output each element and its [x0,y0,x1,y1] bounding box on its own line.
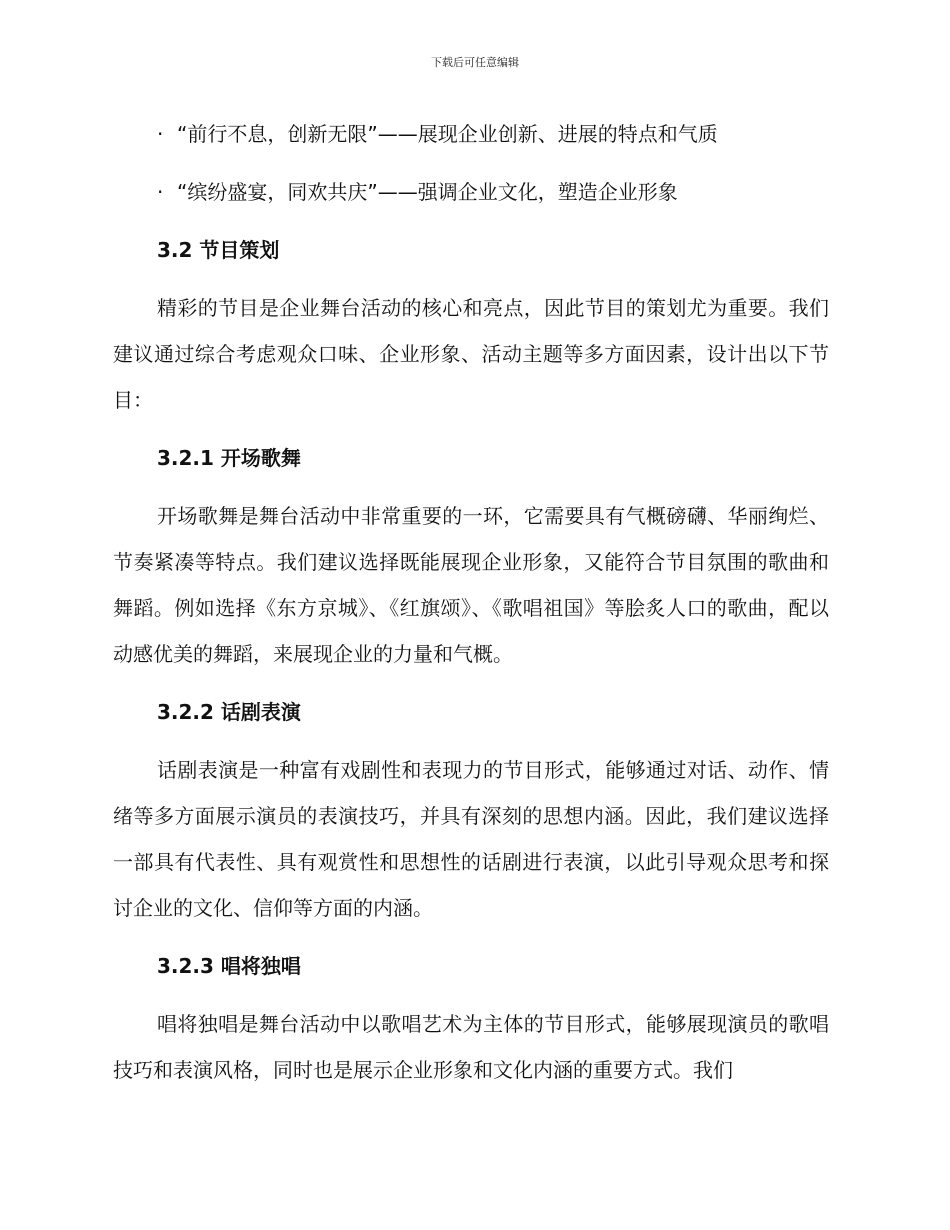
section-paragraph-3-2-3: 唱将独唱是舞台活动中以歌唱艺术为主体的节目形式，能够展现演员的歌唱技巧和表演风格，同时也是展示企业形象和文化内涵的重要方式。我们 [113,1012,829,1082]
bullet-item [113,169,829,215]
page-header: 下载后可任意编辑 [431,56,519,69]
bullet-text: “前行不息，创新无限”——展现企业创新、进展的特点和气质 [177,122,718,146]
section-paragraph-3-2: 精彩的节目是企业舞台活动的核心和亮点，因此节目的策划尤为重要。我们建议通过综合考虑观众口味、企业形象、活动主题等多方面因素，设计出以下节目： [113,296,829,412]
section-heading-3-2: 3.2 节目策划 [157,238,280,262]
bullet-item [113,111,829,157]
section-heading-3-2-3: 3.2.3 唱将独唱 [157,954,301,978]
bullet-dot: · [157,180,164,204]
section-heading-3-2-2: 3.2.2 话剧表演 [157,700,301,724]
bullet-text: “缤纷盛宴，同欢共庆”——强调企业文化，塑造企业形象 [177,180,678,204]
section-paragraph-3-2-2: 话剧表演是一种富有戏剧性和表现力的节目形式，能够通过对话、动作、情绪等多方面展示演员的表演技巧，并具有深刻的思想内涵。因此，我们建议选择一部具有代表性、具有观赏性和思想性的话剧进行表演，以此引导观众思考和探讨企业的文化、信仰等方面的内涵。 [113,758,829,920]
section-heading-3-2-1: 3.2.1 开场歌舞 [157,446,301,470]
document-body [113,111,829,1105]
section-paragraph-3-2-1: 开场歌舞是舞台活动中非常重要的一环，它需要具有气概磅礴、华丽绚烂、节奏紧凑等特点。我们建议选择既能展现企业形象，又能符合节目氛围的歌曲和舞蹈。例如选择《东方京城》、《红旗颂》、《歌唱祖国》等脍炙人口的歌曲，配以动感优美的舞蹈，来展现企业的力量和气概。 [113,504,829,666]
bullet-dot: · [157,122,164,146]
